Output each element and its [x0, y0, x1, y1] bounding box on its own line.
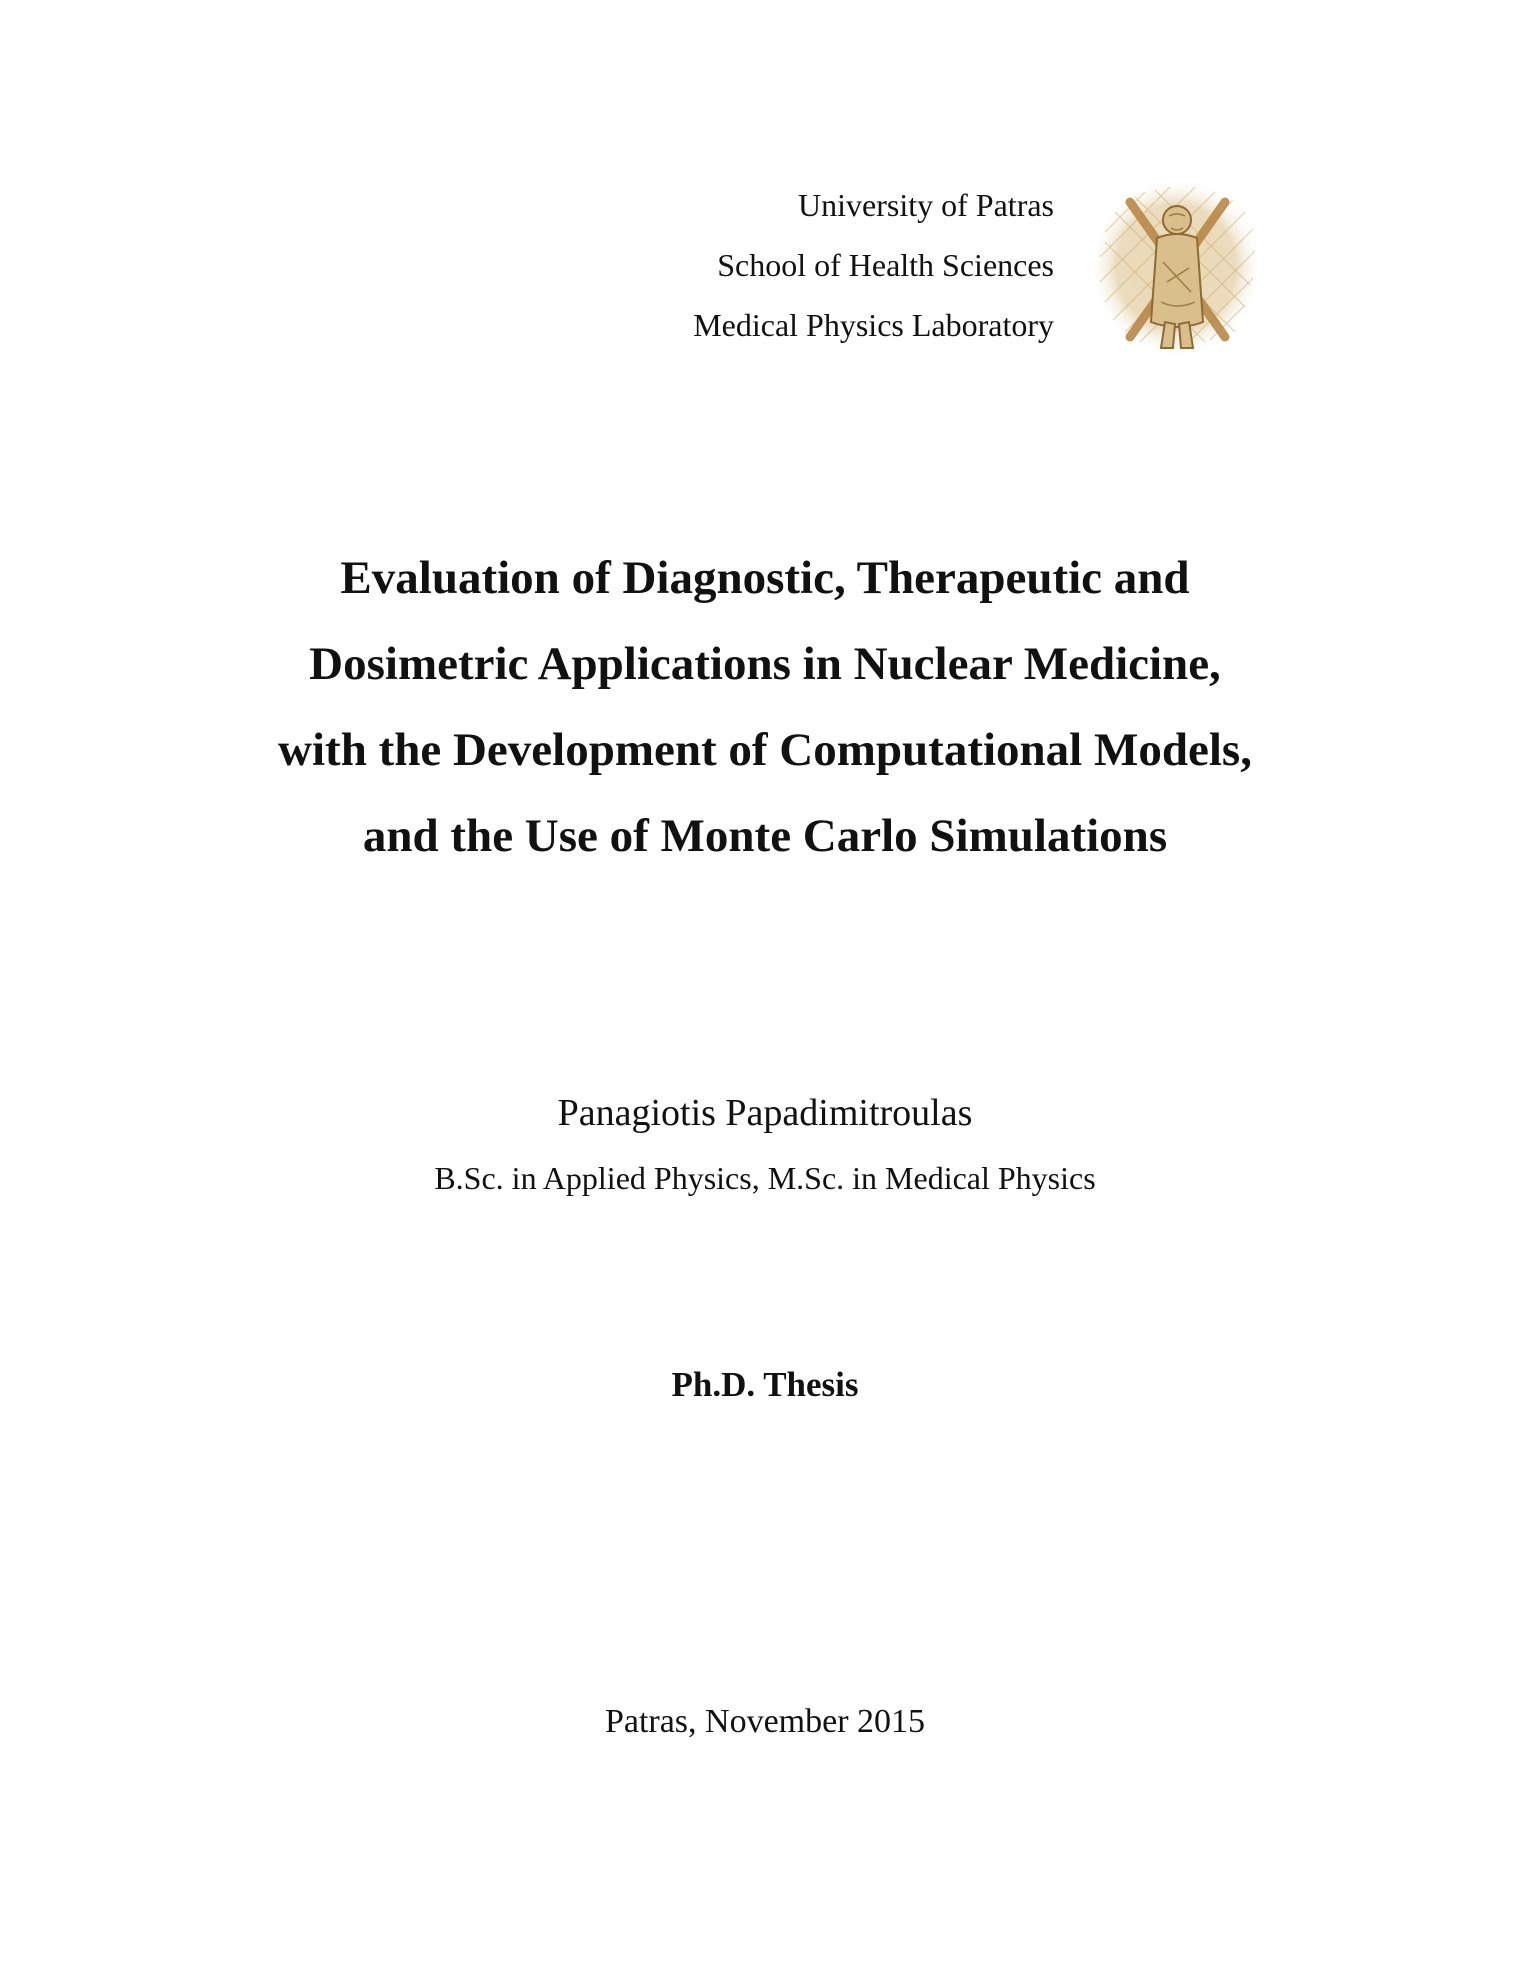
author-name: Panagiotis Papadimitroulas	[557, 1092, 973, 1134]
author-block	[0, 1085, 1530, 1203]
title-line: Dosimetric Applications in Nuclear Medicine,	[309, 638, 1221, 690]
author-degrees: B.Sc. in Applied Physics, M.Sc. in Medical Physics	[434, 1160, 1096, 1196]
title-line: Evaluation of Diagnostic, Therapeutic and	[340, 552, 1190, 604]
laboratory-name: Medical Physics Laboratory	[693, 307, 1054, 343]
university-name: University of Patras	[798, 187, 1054, 223]
university-seal-icon	[1085, 172, 1267, 362]
document-type: Ph.D. Thesis	[671, 1365, 859, 1404]
title-line: with the Development of Computational Models,	[278, 724, 1252, 776]
school-name: School of Health Sciences	[717, 247, 1054, 283]
institution-header	[693, 175, 1054, 355]
title-line: and the Use of Monte Carlo Simulations	[362, 810, 1168, 862]
place-and-date: Patras, November 2015	[604, 1703, 926, 1740]
thesis-title	[0, 535, 1530, 879]
